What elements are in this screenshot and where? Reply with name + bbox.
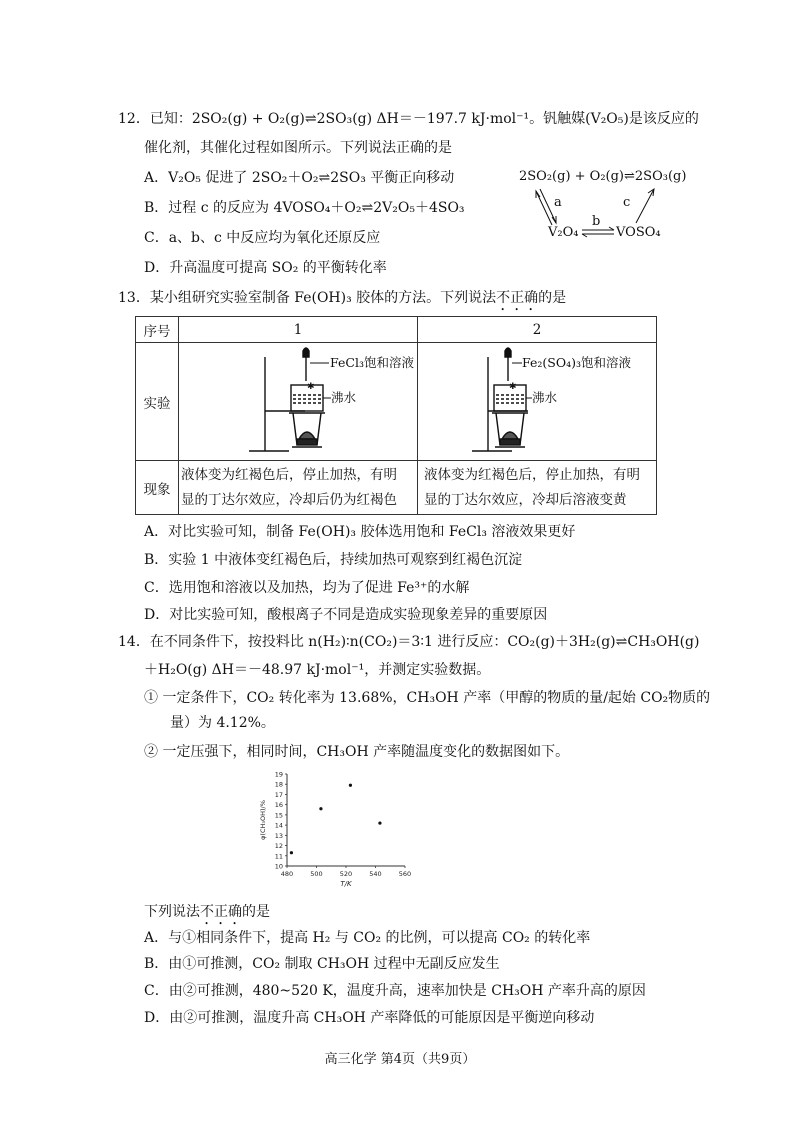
- phenomenon-2-line1: 液体变为红褐色后，停止加热，有明: [424, 466, 640, 483]
- header-seq: 序号: [136, 317, 179, 343]
- phenomenon-2: [418, 461, 657, 515]
- q14-option-a: A．与①相同条件下，提高 H₂ 与 CO₂ 的比例，可以提高 CO₂ 的转化率: [144, 930, 591, 946]
- q12-stem-line1: 12．已知：2SO₂(g) + O₂(g)⇌2SO₃(g) ΔH＝－197.7 kJ·mol⁻¹。钒触媒(V₂O₅)是该反应的: [118, 111, 699, 127]
- water-label-2: 沸水: [532, 390, 558, 405]
- cycle-voso4: VOSO₄: [616, 225, 661, 240]
- methanol-yield-chart: [257, 770, 417, 892]
- x-tick-label: 540: [369, 870, 382, 878]
- cycle-label-a: a: [554, 195, 562, 210]
- y-tick-label: 17: [274, 790, 283, 799]
- data-point: [290, 851, 293, 854]
- data-point: [319, 807, 322, 810]
- svg-text:✱: ✱: [509, 382, 517, 392]
- q14-question-emphasis: 不正确: [200, 904, 242, 920]
- svg-text:✱: ✱: [307, 382, 315, 392]
- phenomenon-1-line2: 显的丁达尔效应，冷却后仍为红褐色: [181, 491, 397, 508]
- plot-area: [259, 771, 411, 889]
- q12-option-d: D．升高温度可提高 SO₂ 的平衡转化率: [144, 260, 387, 276]
- q12-stem-line2: 催化剂，其催化过程如图所示。下列说法正确的是: [144, 140, 452, 156]
- header-col1: 1: [179, 317, 418, 343]
- header-col2: 2: [418, 317, 657, 343]
- y-tick-label: 14: [274, 821, 283, 830]
- q13-stem-pre: 13．某小组研究实验室制备 Fe(OH)₃ 胶体的方法。下列说法: [118, 290, 497, 306]
- data-point: [349, 784, 352, 787]
- q14-option-d: D．由②可推测，温度升高 CH₃OH 产率降低的可能原因是平衡逆向移动: [144, 1010, 595, 1026]
- apparatus-cell-1: [179, 343, 418, 461]
- y-tick-label: 13: [274, 831, 283, 840]
- q14-question-pre: 下列说法: [144, 904, 200, 920]
- phenomenon-1: [179, 461, 418, 515]
- q14-item1-line2: 量）为 4.12%。: [170, 715, 275, 731]
- q13-stem-emphasis: 不正确: [496, 290, 539, 306]
- cycle-arrows: [512, 165, 692, 245]
- cycle-v2o4: V₂O₄: [548, 225, 579, 240]
- q13-option-a: A．对比实验可知，制备 Fe(OH)₃ 胶体选用饱和 FeCl₃ 溶液效果更好: [144, 524, 576, 540]
- q14-item2: ② 一定压强下，相同时间，CH₃OH 产率随温度变化的数据图如下。: [144, 744, 570, 760]
- q13-option-c: C．选用饱和溶液以及加热，均为了促进 Fe³⁺的水解: [144, 580, 470, 596]
- page-footer: 高三化学 第4页（共9页）: [324, 1052, 476, 1067]
- y-axis-label: φ(CH₃OH)/%: [259, 800, 267, 840]
- y-tick-label: 16: [274, 801, 283, 810]
- row-label-phenomenon: 现象: [136, 461, 179, 515]
- q13-option-d: D．对比实验可知，酸根离子不同是造成实验现象差异的重要原因: [144, 607, 548, 623]
- cycle-top-equation: 2SO₂(g) + O₂(g)⇌2SO₃(g): [519, 169, 687, 184]
- q13-option-b: B．实验 1 中液体变红褐色后，持续加热可观察到红褐色沉淀: [144, 552, 523, 568]
- cycle-label-b: b: [592, 214, 601, 229]
- catalytic-cycle-diagram: [512, 165, 692, 245]
- phenomenon-2-line2: 显的丁达尔效应，冷却后溶液变黄: [424, 491, 627, 508]
- cycle-label-c: c: [623, 195, 631, 210]
- y-tick-label: 15: [274, 811, 283, 820]
- water-label-1: 沸水: [331, 390, 357, 405]
- y-tick-label: 12: [274, 842, 283, 851]
- experiment-table: [135, 316, 657, 515]
- q12-option-b: B．过程 c 的反应为 4VOSO₄＋O₂⇌2V₂O₅＋4SO₃: [144, 200, 465, 216]
- q14-question-post: 的是: [242, 904, 270, 920]
- x-tick-label: 480: [280, 870, 294, 878]
- row-label-experiment: 实验: [136, 343, 179, 461]
- y-tick-label: 18: [274, 780, 283, 789]
- x-tick-label: 560: [398, 870, 412, 878]
- apparatus-cell-2: [418, 343, 657, 461]
- q14-question: [144, 902, 270, 928]
- y-tick-label: 19: [274, 770, 283, 779]
- q12-option-a: A．V₂O₅ 促进了 2SO₂＋O₂⇌2SO₃ 平衡正向移动: [144, 170, 455, 186]
- q13-stem-post: 的是: [538, 290, 567, 306]
- q12-option-c: C．a、b、c 中反应均为氧化还原反应: [144, 230, 381, 246]
- q14-item1-line1: ① 一定条件下，CO₂ 转化率为 13.68%，CH₃OH 产率（甲醇的物质的量/起始 CO₂物质的: [144, 690, 711, 706]
- q14-stem-line1: 14．在不同条件下，按投料比 n(H₂)∶n(CO₂)＝3∶1 进行反应：CO₂(g)＋3H₂(g)⇌CH₃OH(g): [118, 634, 700, 650]
- data-point: [378, 821, 381, 824]
- x-axis-label: T/K: [340, 880, 352, 888]
- x-tick-label: 500: [310, 870, 323, 878]
- q14-option-c: C．由②可推测，480~520 K，温度升高，速率加快是 CH₃OH 产率升高的原因: [144, 983, 646, 999]
- q13-stem: [118, 288, 566, 314]
- x-tick-label: 520: [339, 870, 353, 878]
- q14-stem-line2: ＋H₂O(g) ΔH＝－48.97 kJ·mol⁻¹，并测定实验数据。: [144, 662, 491, 678]
- phenomenon-1-line1: 液体变为红褐色后，停止加热，有明: [181, 466, 397, 483]
- q14-option-b: B．由①可推测，CO₂ 制取 CH₃OH 过程中无副反应发生: [144, 956, 500, 972]
- y-tick-label: 11: [274, 852, 283, 861]
- reagent-label-2: Fe₂(SO₄)₃饱和溶液: [522, 355, 631, 370]
- y-tick-label: 10: [274, 862, 283, 871]
- reagent-label-1: FeCl₃饱和溶液: [330, 355, 414, 370]
